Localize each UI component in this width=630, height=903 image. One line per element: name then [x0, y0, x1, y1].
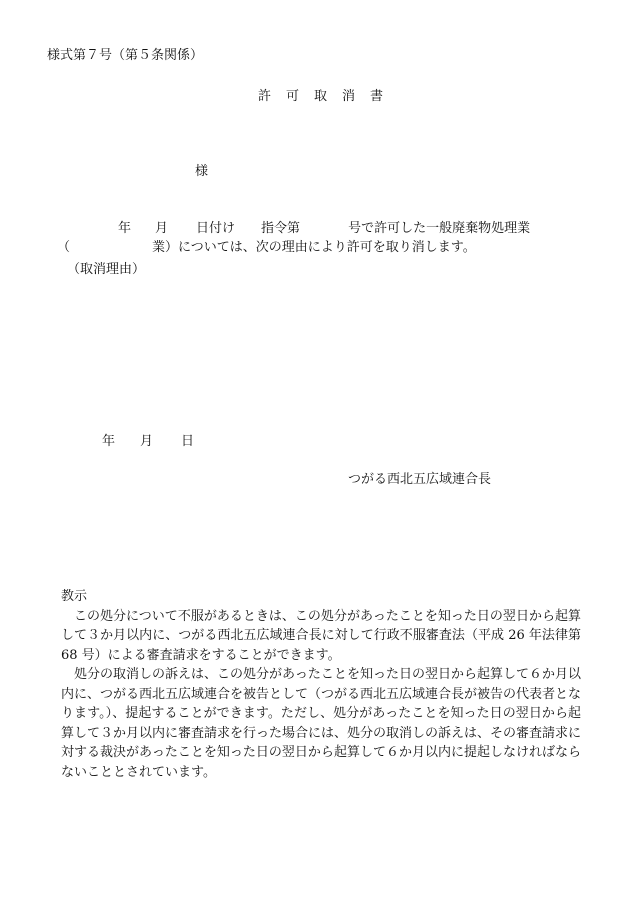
directive-label: 指令第: [261, 221, 301, 236]
revocation-statement: 業）については、次の理由により許可を取り消します。: [152, 240, 476, 255]
issue-year-label: 年: [102, 434, 116, 449]
issue-day-label: 日: [181, 434, 195, 449]
permit-year-label: 年: [118, 221, 132, 236]
form-number: 様式第７号（第５条関係）: [47, 48, 204, 63]
permit-month-label: 月: [155, 221, 169, 236]
permit-date-label: 日付け: [196, 221, 236, 236]
permit-description: 号で許可した一般廃棄物処理業: [348, 221, 531, 236]
addressee-suffix: 様: [195, 164, 209, 179]
document-title: 許 可 取 消 書: [258, 89, 385, 104]
issuer-name: つがる西北五広域連合長: [348, 472, 492, 487]
instruction-paragraph-lawsuit: 処分の取消しの訴えは、この処分があったことを知った日の翌日から起算して６か月以内に、つがる西北五広域連合を被告として（つがる西北五広域連合長が被告の代表者となります。）、提起することができます。ただし、処分があったことを知った日の翌日から起算して３か月以内に審査請求を行った場合には、処分の取消しの訴えは、その審査請求に対する裁決があったことを知った日の翌日から起算して６か月以内に提起しなければならないこととされています。: [61, 667, 582, 780]
permit-reference-line: [118, 222, 530, 235]
instruction-section: [61, 587, 581, 782]
issue-date: [102, 435, 194, 448]
business-type-open-paren: （: [57, 240, 71, 255]
instruction-heading: 教示: [61, 589, 88, 604]
instruction-paragraph-appeal: この処分について不服があるときは、この処分があったことを知った日の翌日から起算して３か月以内に、つがる西北五広域連合長に対して行政不服審査法（平成 26 年法律第 68 号）による審査請求をすることができます。: [61, 608, 581, 663]
issue-month-label: 月: [140, 434, 154, 449]
business-type-line: [57, 241, 476, 254]
revocation-reason-label: （取消理由）: [67, 262, 146, 277]
